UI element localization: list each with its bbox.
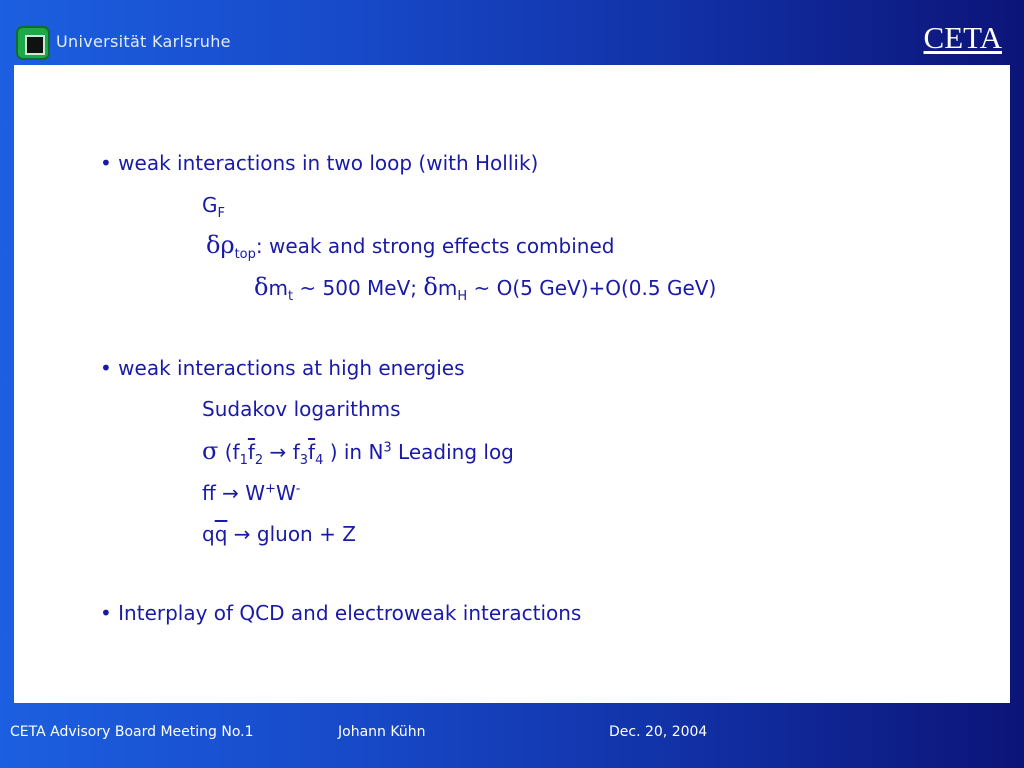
sigma-sub3: 3 — [299, 453, 309, 468]
mh-m: m — [437, 276, 458, 300]
rho-subscript: top — [234, 247, 256, 262]
delta-symbol-mt: δ — [254, 273, 269, 301]
mt-text: ~ 500 MeV; — [293, 276, 424, 300]
ceta-link[interactable]: CETA — [923, 20, 1002, 55]
mh-text: ~ O(5 GeV)+O(0.5 GeV) — [467, 276, 717, 300]
university-logo-icon — [16, 26, 50, 60]
sigma-sub4: 4 — [315, 453, 324, 468]
sigma-tail: Leading log — [391, 440, 514, 464]
ff-w2: W — [275, 481, 296, 505]
qq-arrow: → — [227, 522, 257, 546]
slide-content-panel — [14, 65, 1010, 703]
sigma-sub2: 2 — [254, 453, 264, 468]
qq-gluon-line — [202, 522, 356, 546]
rho-text: : weak and strong effects combined — [255, 234, 615, 258]
bullet-marker: • — [100, 151, 112, 175]
bullet-weak-two-loop — [100, 151, 538, 175]
gf-line — [202, 193, 225, 221]
delta-rho-symbol: δρ — [206, 231, 235, 259]
ff-w-minus: - — [295, 481, 301, 497]
bullet-qcd-electroweak — [100, 601, 581, 625]
mh-subscript: H — [457, 289, 468, 304]
ff-w1: W — [245, 481, 266, 505]
sigma-symbol: σ — [202, 437, 219, 465]
bullet-text: Interplay of QCD and electroweak interactions — [118, 601, 582, 625]
qq-q1: q — [202, 522, 215, 546]
mt-m: m — [268, 276, 288, 300]
sigma-superscript: 3 — [383, 440, 392, 456]
delta-masses-line — [254, 273, 717, 304]
ff-w-plus: + — [265, 481, 276, 497]
footer-meeting: CETA Advisory Board Meeting No.1 — [10, 724, 254, 740]
sigma-f4-antiparticle: $\overline{f}$ — [308, 440, 316, 464]
bullet-high-energies — [100, 356, 465, 380]
sigma-close: ) in N — [323, 440, 384, 464]
bullet-marker: • — [100, 601, 112, 625]
sigma-line — [202, 437, 514, 468]
bullet-marker: • — [100, 356, 112, 380]
sudakov-line: Sudakov logarithms — [202, 397, 401, 421]
ff-ww-line — [202, 481, 300, 505]
ff-f1: f — [202, 481, 216, 505]
qq-q2-antiparticle: $\overline{q}$ — [214, 522, 228, 546]
qq-tail: gluon + Z — [256, 522, 356, 546]
footer-author: Johann Kühn — [338, 724, 426, 740]
university-name: Universität Karlsruhe — [56, 32, 231, 51]
mt-subscript: t — [287, 289, 294, 304]
sigma-f3: f — [292, 440, 300, 464]
gf-symbol: G — [202, 193, 218, 217]
footer-date: Dec. 20, 2004 — [609, 724, 708, 740]
gf-subscript: F — [217, 206, 225, 221]
sigma-open: (f — [218, 440, 240, 464]
bullet-text: weak interactions at high energies — [118, 356, 465, 380]
ff-arrow: → — [215, 481, 246, 505]
delta-symbol-mh: δ — [423, 273, 438, 301]
delta-rho-line — [206, 231, 615, 262]
sigma-f2-antiparticle: $\overline{f}$ — [247, 440, 255, 464]
sigma-arrow: → — [263, 440, 293, 464]
bullet-text: weak interactions in two loop (with Hollik) — [118, 151, 539, 175]
slide-header — [0, 0, 1024, 64]
sigma-sub1: 1 — [239, 453, 248, 468]
